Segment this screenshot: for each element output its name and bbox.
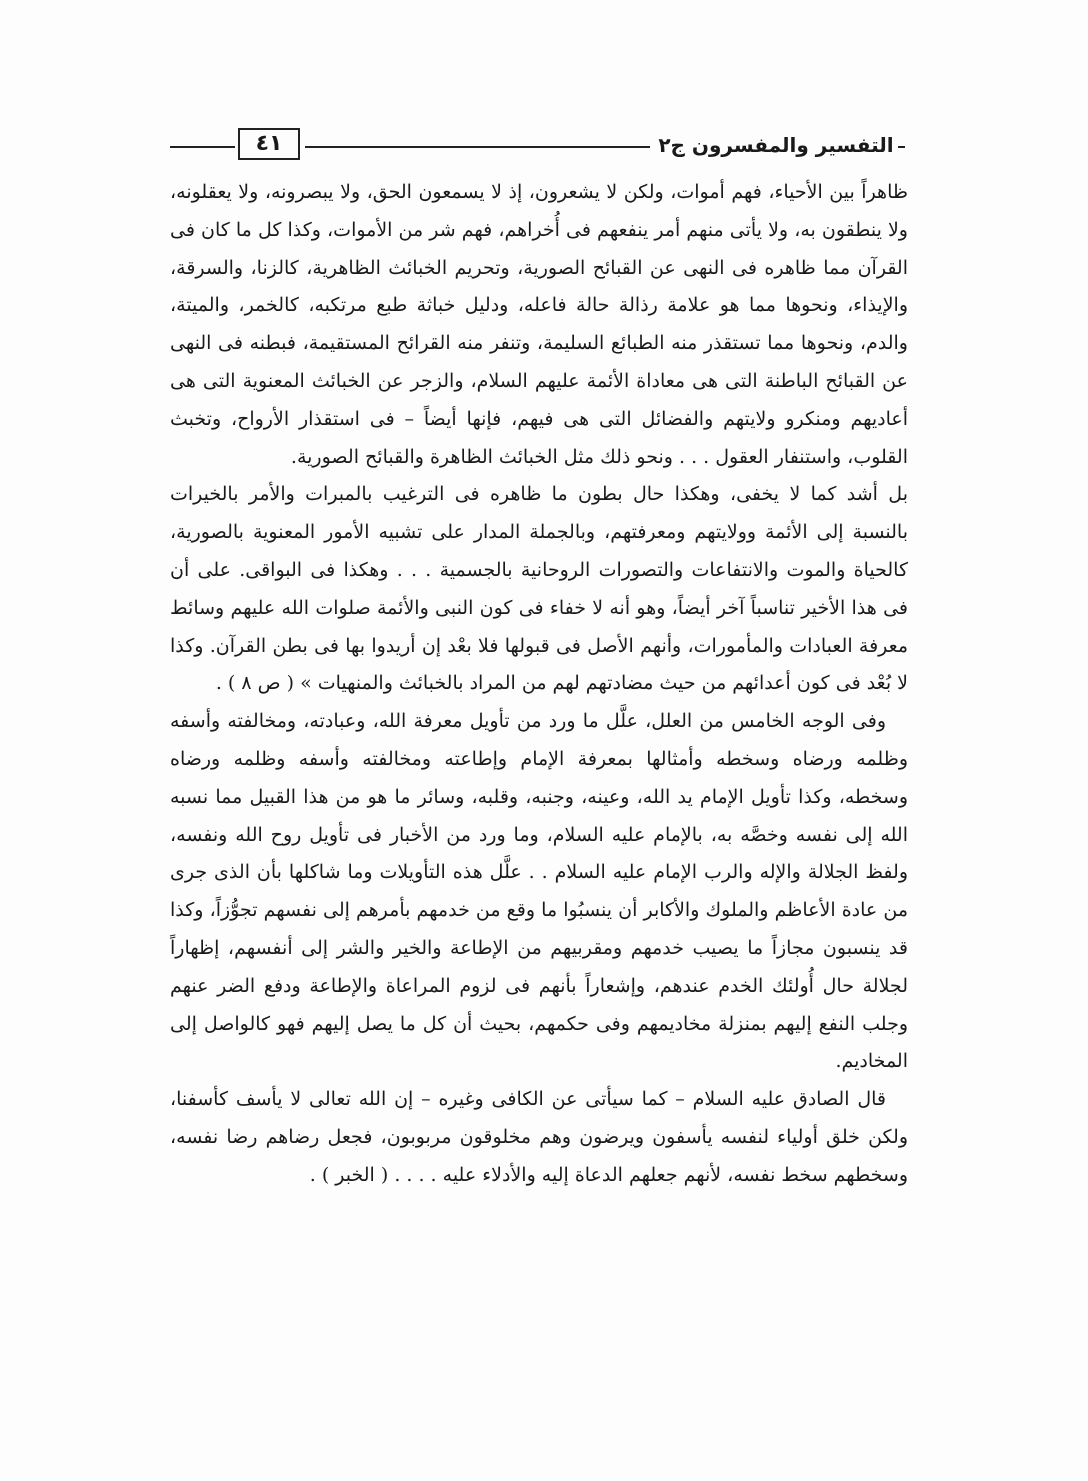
header-rule-right: [898, 146, 905, 148]
header-rule-left: [170, 146, 235, 148]
paragraph-3: وفى الوجه الخامس من العلل، علَّل ما ورد من تأويل معرفة الله، وعبادته، ومخالفته وأسفه وظلمه ورضاه وسخطه وأمثالها بمعرفة الإمام وإطاعته ومخالفته وأسفه وظلمه ورضاه وسخطه، وكذا تأويل الإمام يد الله، وعينه، وجنبه، وقلبه، وسائر ما هو من هذا القبيل مما نسبه الله إلى نفسه وخصَّه به، بالإمام عليه السلام، وما ورد من الأخبار فى تأويل روح الله ونفسه، ولفظ الجلالة والإله والرب الإمام عليه السلام . . علَّل هذه التأويلات وما شاكلها بأن الذى جرى من عادة الأعاظم والملوك والأكابر أن ينسبُوا ما وقع من خدمهم بأمرهم إلى نفسهم تجوُّزاً، وكذا قد ينسبون مجازاً ما يصيب خدمهم ومقربيهم من الإطاعة والخير والشر إلى أنفسهم، إظهاراً لجلالة حال أُولئك الخدم عندهم، وإشعاراً بأنهم فى لزوم المراعاة والإطاعة ودفع الضر عنهم وجلب النفع إليهم بمنزلة مخاديمهم وفى حكمهم، بحيث أن كل ما يصل إليهم فهو كالواصل إلى المخاديم.: [170, 710, 908, 1073]
running-header: [170, 128, 905, 168]
paragraph-4: قال الصادق عليه السلام – كما سيأتى عن الكافى وغيره – إن الله تعالى لا يأسف كأسفنا، ولكن خلق أولياء لنفسه يأسفون ويرضون وهم مخلوقون مربوبون، فجعل رضاهم رضا نفسه، وسخطهم سخط نفسه، لأنهم جعلهم الدعاة إليه والأدلاء عليه . . . . ( الخبر ) .: [170, 1088, 908, 1186]
page-number: ٤١: [238, 128, 300, 160]
paragraph-2: بل أشد كما لا يخفى، وهكذا حال بطون ما ظاهره فى الترغيب بالمبرات والأمر بالخيرات بالنسبة إلى الأئمة وولايتهم ومعرفتهم، وبالجملة المدار على تشبيه الأمور المعنوية بالصورية، كالحياة والموت والانتفاعات والتصورات الروحانية بالجسمية . . . وهكذا فى البواقى. على أن فى هذا الأخير تناسباً آخر أيضاً، وهو أنه لا خفاء فى كون النبى والأئمة صلوات الله عليهم وسائط معرفة العبادات والمأمورات، وأنهم الأصل فى قبولها فلا بعْد إن أريدوا بها فى بطن القرآن. وكذا لا بُعْد فى كون أعدائهم من حيث مضادتهم لهم من المراد بالخبائث والمنهيات » ( ص ٨ ) .: [170, 483, 908, 695]
book-title: التفسير والمفسرون ج٢: [658, 133, 894, 157]
paragraph-1: ظاهراً بين الأحياء، فهم أموات، ولكن لا يشعرون، إذ لا يسمعون الحق، ولا يبصرونه، ولا يعقلونه، ولا ينطقون به، ولا يأتى منهم أمر ينفعهم فى أُخراهم، فهم شر من الأموات، وكذا كل ما كان فى القرآن مما ظاهره فى النهى عن القبائح الصورية، وتحريم الخبائث الظاهرية، كالزنا، والسرقة، والإيذاء، ونحوها مما هو علامة رذالة حالة فاعله، ودليل خباثة طبع مرتكبه، كالخمر، والميتة، والدم، ونحوها مما تستقذر منه الطبائع السليمة، وتنفر منه القرائح المستقيمة، فبطنه فى النهى عن القبائح الباطنة التى هى معاداة الأئمة عليهم السلام، والزجر عن الخبائث المعنوية التى هى أعاديهم ومنكرو ولايتهم والفضائل التى هى فيهم، فإنها أيضاً – فى استقذار الأرواح، وتخبث القلوب، واستنفار العقول . . . ونحو ذلك مثل الخبائث الظاهرة والقبائح الصورية.: [170, 181, 908, 468]
body-text: [170, 174, 908, 1195]
header-rule-middle: [305, 146, 650, 148]
